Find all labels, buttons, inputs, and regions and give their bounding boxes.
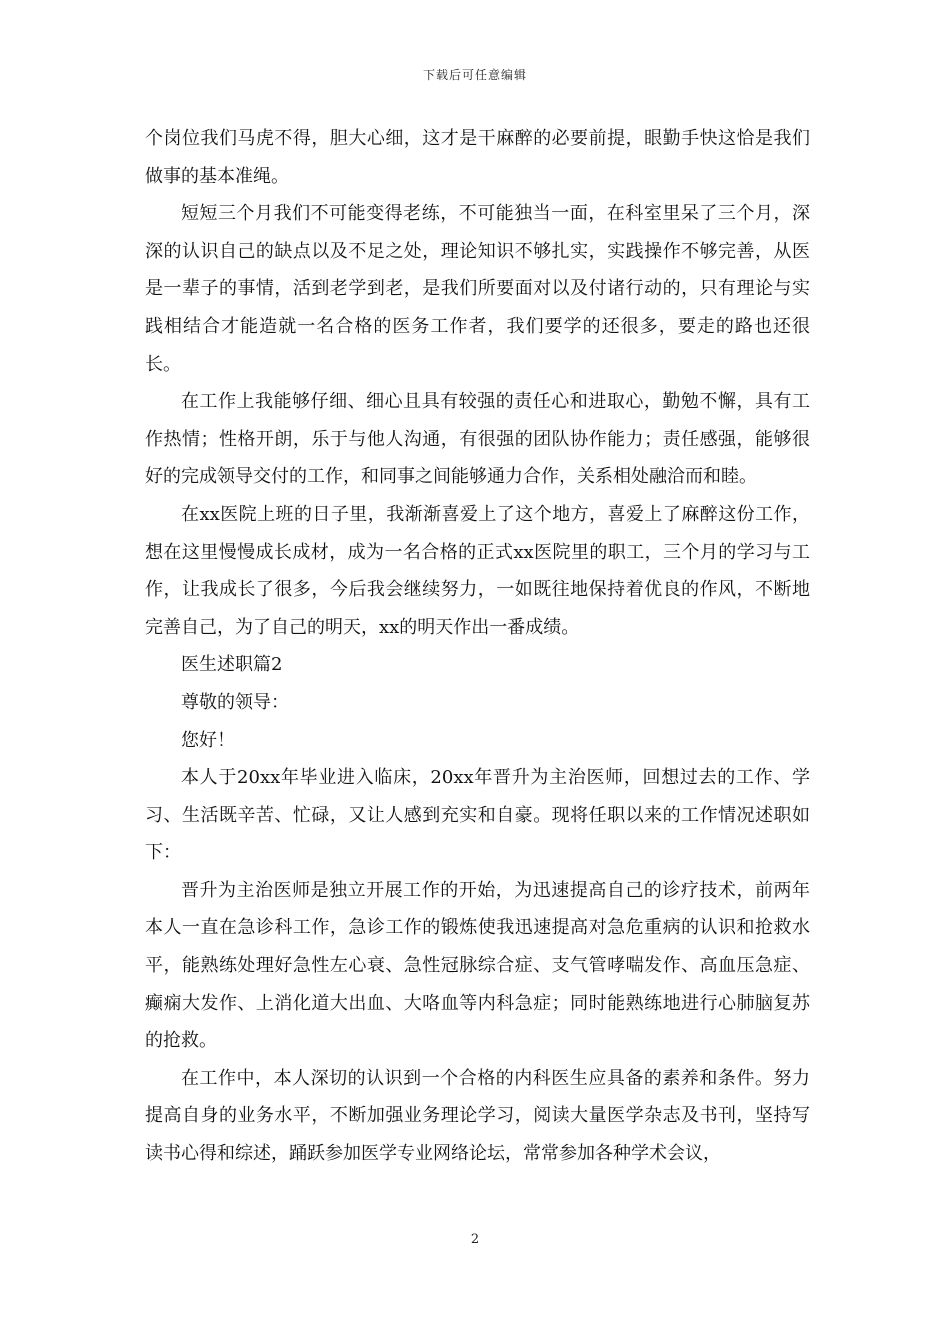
- paragraph-continued: 个岗位我们马虎不得，胆大心细，这才是干麻醉的必要前提，眼勤手快这恰是我们做事的基本准绳。: [145, 128, 810, 187]
- paragraph: 在xx医院上班的日子里，我渐渐喜爱上了这个地方，喜爱上了麻醉这份工作，想在这里慢慢成长成材，成为一名合格的正式xx医院里的职工，三个月的学习与工作，让我成长了很多，今后我会继续努力，一如既往地保持着优良的作风，不断地完善自己，为了自己的明天，xx的明天作出一番成绩。: [145, 503, 810, 638]
- salutation: 尊敬的领导：: [181, 691, 289, 713]
- paragraph: 晋升为主治医师是独立开展工作的开始，为迅速提高自己的诊疗技术，前两年本人一直在急诊科工作，急诊工作的锻炼使我迅速提高对急危重病的认识和抢救水平，能熟练处理好急性左心衰、急性冠脉综合症、支气管哮喘发作、高血压急症、癫痫大发作、上消化道大出血、大咯血等内科急症；同时能熟练地进行心肺脑复苏的抢救。: [145, 879, 810, 1052]
- section-heading: 医生述职篇2: [181, 654, 283, 676]
- paragraph: 在工作中，本人深切的认识到一个合格的内科医生应具备的素养和条件。努力提高自身的业务水平，不断加强业务理论学习，阅读大量医学杂志及书刊，坚持写读书心得和综述，踊跃参加医学专业网络论坛，常常参加各种学术会议，: [145, 1067, 810, 1165]
- greeting: 您好！: [181, 729, 235, 751]
- paragraph: 短短三个月我们不可能变得老练，不可能独当一面，在科室里呆了三个月，深深的认识自己的缺点以及不足之处，理论知识不够扎实，实践操作不够完善，从医是一辈子的事情，活到老学到老，是我们所要面对以及付诸行动的，只有理论与实践相结合才能造就一名合格的医务工作者，我们要学的还很多，要走的路也还很长。: [145, 203, 810, 375]
- paragraph: 本人于20xx年毕业进入临床，20xx年晋升为主治医师，回想过去的工作、学习、生活既辛苦、忙碌，又让人感到充实和自豪。现将任职以来的工作情况述职如下：: [145, 767, 810, 864]
- page-number: 2: [470, 1232, 480, 1247]
- paragraph: 在工作上我能够仔细、细心且具有较强的责任心和进取心，勤勉不懈，具有工作热情；性格开朗，乐于与他人沟通，有很强的团队协作能力；责任感强，能够很好的完成领导交付的工作，和同事之间能够通力合作，关系相处融洽而和睦。: [145, 391, 810, 488]
- document-body: [145, 120, 810, 1173]
- page-header: 下载后可任意编辑: [422, 68, 527, 82]
